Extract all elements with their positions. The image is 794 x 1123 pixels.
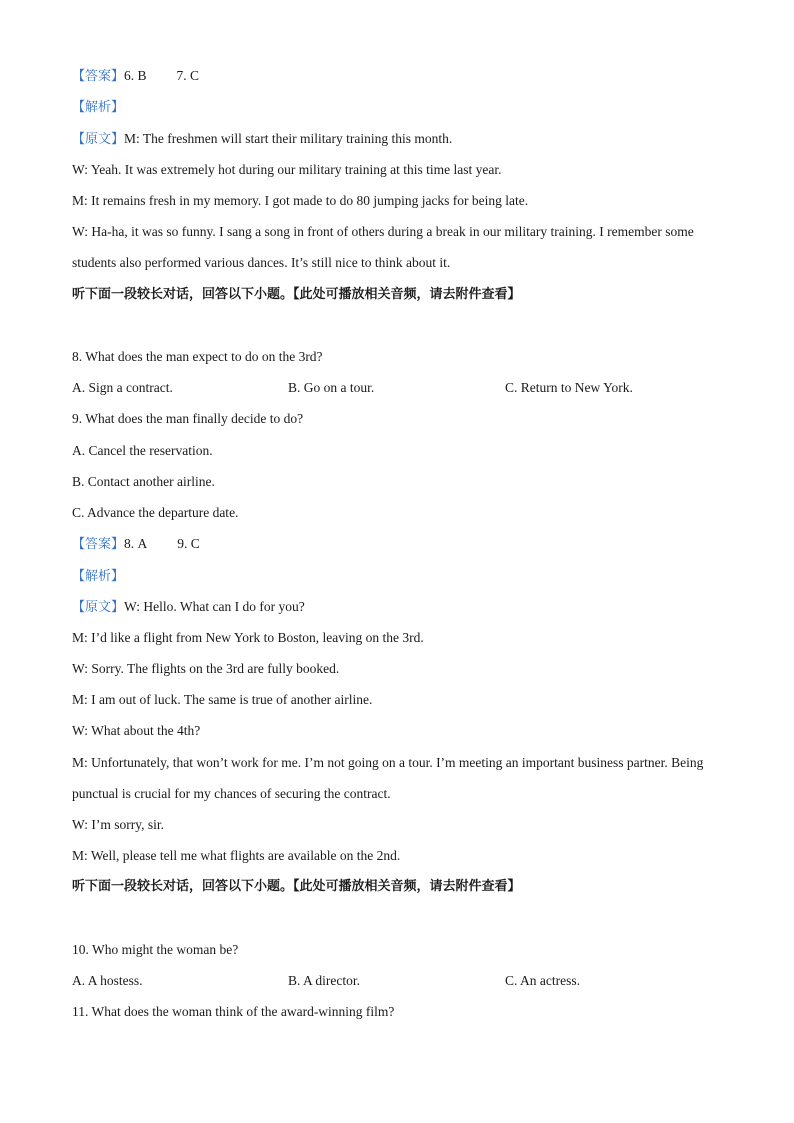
question-11: 11. What does the woman think of the award-winning film?	[72, 1004, 395, 1019]
question-9: 9. What does the man finally decide to do?	[72, 411, 304, 426]
question-10: 10. Who might the woman be?	[72, 942, 239, 957]
transcript-line: W: I’m sorry, sir.	[72, 817, 164, 832]
transcript-line: M: It remains fresh in my memory. I got made to do 80 jumping jacks for being late.	[72, 193, 529, 208]
transcript-line: M: Well, please tell me what flights are available on the 2nd.	[72, 848, 401, 863]
question-8: 8. What does the man expect to do on the 3rd?	[72, 349, 323, 364]
answer-7: 7. C	[176, 68, 200, 83]
transcript-line: punctual is crucial for my chances of securing the contract.	[72, 786, 391, 801]
answer-6: 6. B	[124, 68, 147, 83]
q8-option-c: C. Return to New York.	[505, 380, 633, 395]
q10-option-a: A. A hostess.	[72, 973, 143, 988]
answer-tag: 【答案】	[72, 537, 125, 552]
transcript-line: M: Unfortunately, that won’t work for me. I’m not going on a tour. I’m meeting an important business partner. Being	[72, 755, 704, 770]
original-tag: 【原文】	[72, 132, 125, 147]
q10-option-c: C. An actress.	[505, 973, 580, 988]
transcript-line: W: Yeah. It was extremely hot during our military training at this time last year.	[72, 162, 502, 177]
q8-option-a: A. Sign a contract.	[72, 380, 173, 395]
transcript-line: 【原文】M: The freshmen will start their military training this month.	[72, 131, 453, 147]
original-tag: 【原文】	[72, 600, 125, 615]
transcript-line: W: Ha-ha, it was so funny. I sang a song in front of others during a break in our military training. I remember some	[72, 224, 694, 239]
q9-option-b: B. Contact another airline.	[72, 474, 215, 489]
answer-line-8-9	[72, 535, 200, 554]
transcript-line: W: What about the 4th?	[72, 723, 201, 738]
transcript-line: M: I am out of luck. The same is true of another airline.	[72, 692, 373, 707]
q9-option-a: A. Cancel the reservation.	[72, 443, 213, 458]
transcript-line: 【原文】W: Hello. What can I do for you?	[72, 599, 305, 615]
transcript-line: M: I’d like a flight from New York to Boston, leaving on the 3rd.	[72, 630, 424, 645]
listening-instruction: 听下面一段较长对话，回答以下小题。【此处可播放相关音频，请去附件查看】	[72, 287, 521, 302]
answer-line-6-7	[72, 67, 199, 86]
answer-tag: 【答案】	[72, 69, 125, 84]
q9-option-c: C. Advance the departure date.	[72, 505, 239, 520]
listening-instruction: 听下面一段较长对话，回答以下小题。【此处可播放相关音频，请去附件查看】	[72, 879, 521, 894]
transcript-line: W: Sorry. The flights on the 3rd are fully booked.	[72, 661, 340, 676]
answer-9: 9. C	[177, 536, 200, 551]
transcript-line: students also performed various dances. It’s still nice to think about it.	[72, 255, 451, 270]
analysis-label: 【解析】	[72, 569, 125, 584]
answer-8: 8. A	[124, 536, 148, 551]
q8-option-b: B. Go on a tour.	[288, 380, 375, 395]
q10-option-b: B. A director.	[288, 973, 360, 988]
analysis-label: 【解析】	[72, 100, 125, 115]
